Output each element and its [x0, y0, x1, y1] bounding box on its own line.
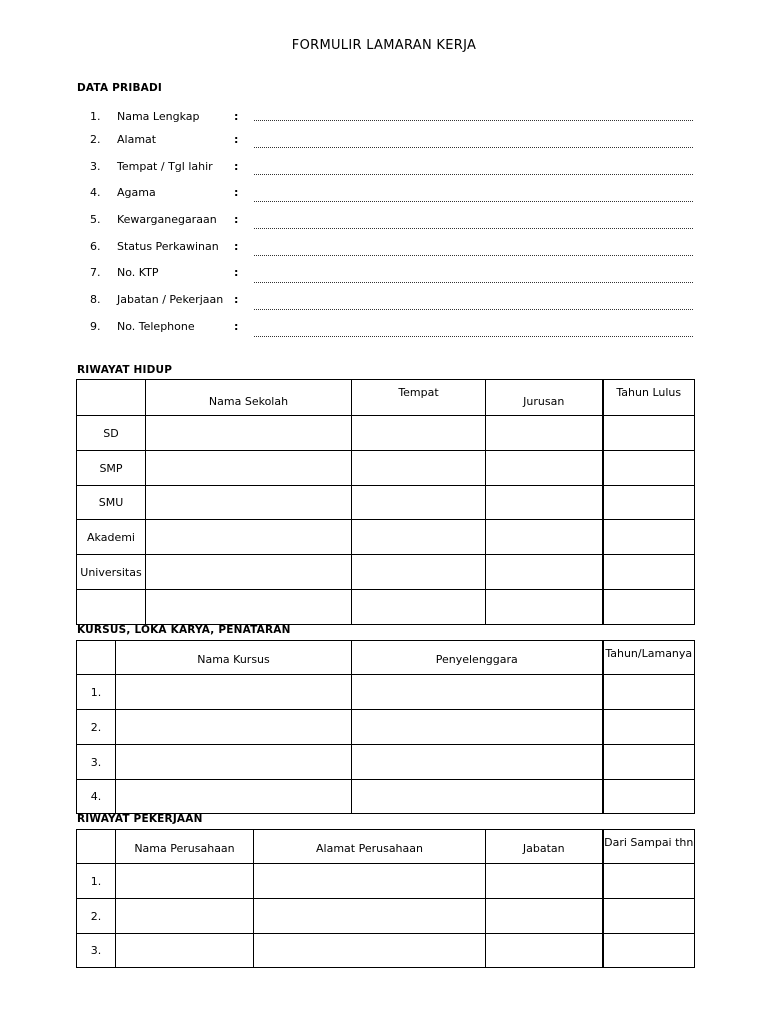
education-table: [76, 379, 695, 625]
table-cell[interactable]: [603, 710, 695, 745]
table-header-cell: [486, 830, 603, 864]
section-personal-heading: DATA PRIBADI: [77, 82, 162, 94]
field-label: Jabatan / Pekerjaan: [117, 293, 224, 306]
field-number: 3.: [90, 160, 101, 173]
table-header-cell: [352, 641, 603, 675]
table-cell[interactable]: [146, 590, 352, 625]
table-cell[interactable]: [603, 520, 695, 555]
field-colon: :: [234, 133, 239, 146]
table-cell[interactable]: [486, 416, 603, 451]
table-cell[interactable]: [116, 675, 352, 710]
field-input-line[interactable]: [254, 336, 693, 337]
field-input-line[interactable]: [254, 120, 693, 121]
header-alamat-perusahaan: Alamat Perusahaan: [316, 842, 423, 855]
table-cell[interactable]: [146, 520, 352, 555]
table-cell[interactable]: [352, 555, 486, 590]
table-cell[interactable]: [352, 710, 603, 745]
table-row: [77, 899, 695, 934]
row-label: SMU: [77, 486, 146, 520]
field-number: 9.: [90, 320, 101, 333]
table-cell[interactable]: [116, 780, 352, 814]
field-no-telephone: [0, 320, 768, 340]
header-jabatan: Jabatan: [522, 842, 565, 855]
table-cell[interactable]: [116, 864, 254, 899]
header-nama-perusahaan: Nama Perusahaan: [134, 842, 235, 855]
field-colon: :: [234, 160, 239, 173]
field-input-line[interactable]: [254, 201, 693, 202]
field-status-perkawinan: [0, 240, 768, 260]
table-header-cell: [116, 830, 254, 864]
header-nama-sekolah: Nama Sekolah: [208, 395, 289, 408]
table-row: [77, 590, 695, 625]
table-cell[interactable]: [146, 451, 352, 486]
table-cell[interactable]: [603, 899, 695, 934]
table-cell[interactable]: [352, 520, 486, 555]
header-tahun-lamanya: Tahun/Lamanya: [605, 647, 693, 660]
header-jurusan: Jurusan: [523, 395, 565, 408]
field-jabatan-pekerjaan: [0, 293, 768, 313]
field-colon: :: [234, 110, 239, 123]
field-nama-lengkap: [0, 110, 768, 130]
table-cell[interactable]: [352, 745, 603, 780]
row-number: 2.: [77, 710, 116, 745]
table-cell[interactable]: [486, 451, 603, 486]
table-cell[interactable]: [603, 745, 695, 780]
table-cell[interactable]: [352, 451, 486, 486]
table-cell[interactable]: [486, 555, 603, 590]
table-cell[interactable]: [603, 451, 695, 486]
field-colon: :: [234, 266, 239, 279]
field-label: Kewarganegaraan: [117, 213, 217, 226]
field-label: No. Telephone: [117, 320, 195, 333]
field-input-line[interactable]: [254, 282, 693, 283]
table-header-row: [77, 830, 695, 864]
field-number: 5.: [90, 213, 101, 226]
field-tempat-tgl-lahir: [0, 160, 768, 180]
table-row: [77, 555, 695, 590]
header-penyelenggara: Penyelenggara: [435, 653, 518, 666]
table-header-cell: [603, 380, 695, 416]
field-label: Tempat / Tgl lahir: [117, 160, 213, 173]
field-input-line[interactable]: [254, 147, 693, 148]
field-number: 4.: [90, 186, 101, 199]
field-colon: :: [234, 320, 239, 333]
field-input-line[interactable]: [254, 174, 693, 175]
table-header-row: [77, 641, 695, 675]
row-label: Universitas: [77, 555, 146, 590]
row-label: SD: [77, 416, 146, 451]
table-cell[interactable]: [116, 745, 352, 780]
field-input-line[interactable]: [254, 309, 693, 310]
table-header-cell: [486, 380, 603, 416]
field-label: Status Perkawinan: [117, 240, 219, 253]
row-label: SMP: [77, 451, 146, 486]
field-kewarganegaraan: [0, 213, 768, 233]
table-cell[interactable]: [603, 934, 695, 968]
table-header-cell: [352, 380, 486, 416]
table-row: [77, 864, 695, 899]
table-row: [77, 451, 695, 486]
table-row: [77, 934, 695, 968]
table-cell[interactable]: [603, 486, 695, 520]
header-tahun-lulus: Tahun Lulus: [616, 386, 682, 399]
field-colon: :: [234, 213, 239, 226]
row-number: 4.: [77, 780, 116, 814]
row-number: 3.: [77, 934, 116, 968]
table-cell[interactable]: [603, 780, 695, 814]
field-label: Alamat: [117, 133, 157, 146]
field-alamat: [0, 133, 768, 153]
field-number: 7.: [90, 266, 101, 279]
section-courses-heading: KURSUS, LOKA KARYA, PENATARAN: [77, 624, 291, 636]
table-row: [77, 416, 695, 451]
table-cell[interactable]: [603, 864, 695, 899]
table-row: [77, 745, 695, 780]
table-cell[interactable]: [352, 416, 486, 451]
row-number: 2.: [77, 899, 116, 934]
table-cell[interactable]: [603, 675, 695, 710]
header-dari-sampai-thn: Dari Sampai thn: [604, 836, 694, 849]
field-number: 1.: [90, 110, 101, 123]
table-header-cell: [77, 830, 116, 864]
table-cell[interactable]: [352, 675, 603, 710]
field-number: 6.: [90, 240, 101, 253]
table-header-cell: [77, 380, 146, 416]
row-number: 1.: [77, 864, 116, 899]
field-number: 2.: [90, 133, 101, 146]
table-cell[interactable]: [603, 590, 695, 625]
field-agama: [0, 186, 768, 206]
field-input-line[interactable]: [254, 228, 693, 229]
table-cell[interactable]: [486, 486, 603, 520]
table-header-cell: [116, 641, 352, 675]
section-education-heading: RIWAYAT HIDUP: [77, 364, 173, 376]
table-cell[interactable]: [603, 416, 695, 451]
table-cell[interactable]: [146, 416, 352, 451]
table-row: [77, 520, 695, 555]
field-colon: :: [234, 186, 239, 199]
table-cell[interactable]: [254, 934, 486, 968]
row-label: Akademi: [77, 520, 146, 555]
field-number: 8.: [90, 293, 101, 306]
table-cell[interactable]: [352, 780, 603, 814]
table-cell[interactable]: [254, 899, 486, 934]
table-header-cell: [603, 830, 695, 864]
table-header-cell: [146, 380, 352, 416]
work-table: [76, 829, 695, 968]
table-header-row: [77, 380, 695, 416]
row-label: [77, 590, 146, 625]
table-row: [77, 486, 695, 520]
table-cell[interactable]: [352, 486, 486, 520]
table-cell[interactable]: [116, 934, 254, 968]
table-cell[interactable]: [486, 899, 603, 934]
field-colon: :: [234, 240, 239, 253]
section-work-heading: RIWAYAT PEKERJAAN: [77, 813, 203, 825]
table-cell[interactable]: [116, 710, 352, 745]
table-cell[interactable]: [146, 555, 352, 590]
table-row: [77, 710, 695, 745]
table-cell[interactable]: [486, 864, 603, 899]
table-cell[interactable]: [486, 590, 603, 625]
table-row: [77, 675, 695, 710]
header-nama-kursus: Nama Kursus: [197, 653, 270, 666]
field-label: Agama: [117, 186, 156, 199]
table-row: [77, 780, 695, 814]
row-number: 3.: [77, 745, 116, 780]
field-input-line[interactable]: [254, 255, 693, 256]
table-cell[interactable]: [146, 486, 352, 520]
row-number: 1.: [77, 675, 116, 710]
courses-table: [76, 640, 695, 814]
table-header-cell: [77, 641, 116, 675]
table-cell[interactable]: [116, 899, 254, 934]
header-tempat: Tempat: [398, 386, 439, 399]
table-cell[interactable]: [254, 864, 486, 899]
table-header-cell: [603, 641, 695, 675]
table-cell[interactable]: [352, 590, 486, 625]
form-title: FORMULIR LAMARAN KERJA: [291, 38, 477, 53]
field-label: Nama Lengkap: [117, 110, 200, 123]
table-cell[interactable]: [486, 934, 603, 968]
table-header-cell: [254, 830, 486, 864]
table-cell[interactable]: [603, 555, 695, 590]
field-no-ktp: [0, 266, 768, 286]
field-label: No. KTP: [117, 266, 159, 279]
field-colon: :: [234, 293, 239, 306]
table-cell[interactable]: [486, 520, 603, 555]
